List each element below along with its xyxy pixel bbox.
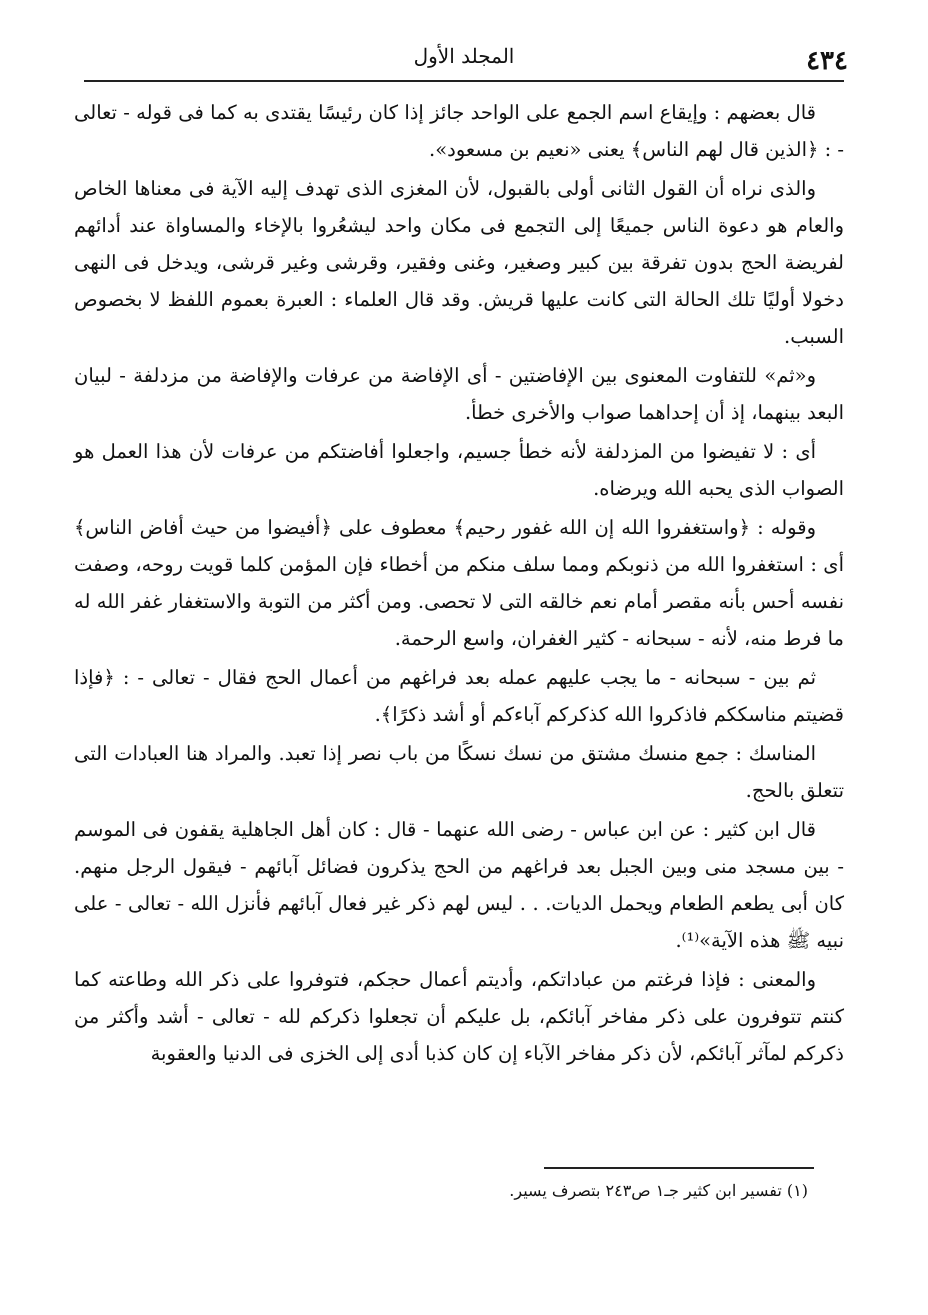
paragraph-9: والمعنى : فإذا فرغتم من عباداتكم، وأديتم أعمال حجكم، فتوفروا على ذكر الله وطاعته كما كنتم تتوفرون على ذكر مفاخر آبائكم، بل عليكم أن تجعلوا ذكركم لله - تعالى - أشد وأكثر من ذكركم لمآثر آبائكم، لأن ذكر مفاخر الآباء إن كان كذبا أدى إلى الخزى فى الدنيا والعقوبة: [74, 968, 844, 1065]
footnote-divider: [544, 1167, 814, 1169]
paragraph-4: أى : لا تفيضوا من المزدلفة لأنه خطأ جسيم، واجعلوا أفاضتكم من عرفات لأن هذا العمل هو الصواب الذى يحبه الله ويرضاه.: [74, 440, 844, 500]
header-divider: [84, 80, 844, 82]
footnote: (١) تفسير ابن كثير جـ١ ص٢٤٣ بتصرف يسير.: [509, 1181, 808, 1200]
paragraph-1: قال بعضهم : وإيقاع اسم الجمع على الواحد جائز إذا كان رئيسًا يقتدى به كما فى قوله - تعالى - : ﴿الذين قال لهم الناس﴾ يعنى «نعيم بن مسعود».: [74, 101, 844, 161]
paragraph-6: ثم بين - سبحانه - ما يجب عليهم عمله بعد فراغهم من أعمال الحج فقال - تعالى - : ﴿فإذا قضيتم مناسككم فاذكروا الله كذكركم آباءكم أو أشد ذكرًا﴾.: [74, 666, 844, 726]
page-header: [70, 40, 858, 80]
paragraph-3: و«ثم» للتفاوت المعنوى بين الإفاضتين - أى الإفاضة من عرفات والإفاضة من مزدلفة - لبيان البعد بينهما، إذ أن إحداهما صواب والأخرى خطأ.: [74, 364, 844, 424]
paragraph-8: قال ابن كثير : عن ابن عباس - رضى الله عنهما - قال : كان أهل الجاهلية يقفون فى الموسم - بين مسجد منى وبين الجبل بعد فراغهم من الحج يذكرون فضائل آبائهم - فيقول الرجل منهم. كان أبى يطعم الطعام ويحمل الديات. . . ليس لهم ذكر غير فعال آبائهم فأنزل الله - تعالى - على نبيه ﷺ هذه الآية»⁽¹⁾.: [74, 818, 844, 952]
paragraph-5: وقوله : ﴿واستغفروا الله إن الله غفور رحيم﴾ معطوف على ﴿أفيضوا من حيث أفاض الناس﴾ أى : استغفروا الله من ذنوبكم ومما سلف منكم من أخطاء فإن المؤمن كلما قويت روحه، وصفت نفسه أحس بأنه مقصر أمام نعم خالقه التى لا تحصى. ومن أكثر من التوبة والاستغفار غفر الله له ما فرط منه، لأنه - سبحانه - كثير الغفران، واسع الرحمة.: [74, 516, 844, 650]
paragraph-2: والذى نراه أن القول الثانى أولى بالقبول، لأن المغزى الذى تهدف إليه الآية فى معناها الخاص والعام هو دعوة الناس جميعًا إلى التجمع فى مكان واحد ليشعُروا بالإخاء والمساواة عند أدائهم لفريضة الحج بدون تفرقة بين كبير وصغير، وغنى وفقير، وقرشى وغير قرشى، ويدخل فى النهى دخولا أوليًا تلك الحالة التى كانت عليها قريش. وقد قال العلماء : العبرة بعموم اللفظ لا بخصوص السبب.: [74, 177, 844, 348]
paragraph-7: المناسك : جمع منسك مشتق من نسك نسكًا من باب نصر إذا تعبد. والمراد هنا العبادات التى تتعلق بالحج.: [74, 742, 844, 802]
body-text: [74, 94, 844, 1074]
running-title: المجلد الأول: [413, 44, 515, 68]
page-number: ٤٣٤: [806, 46, 848, 76]
